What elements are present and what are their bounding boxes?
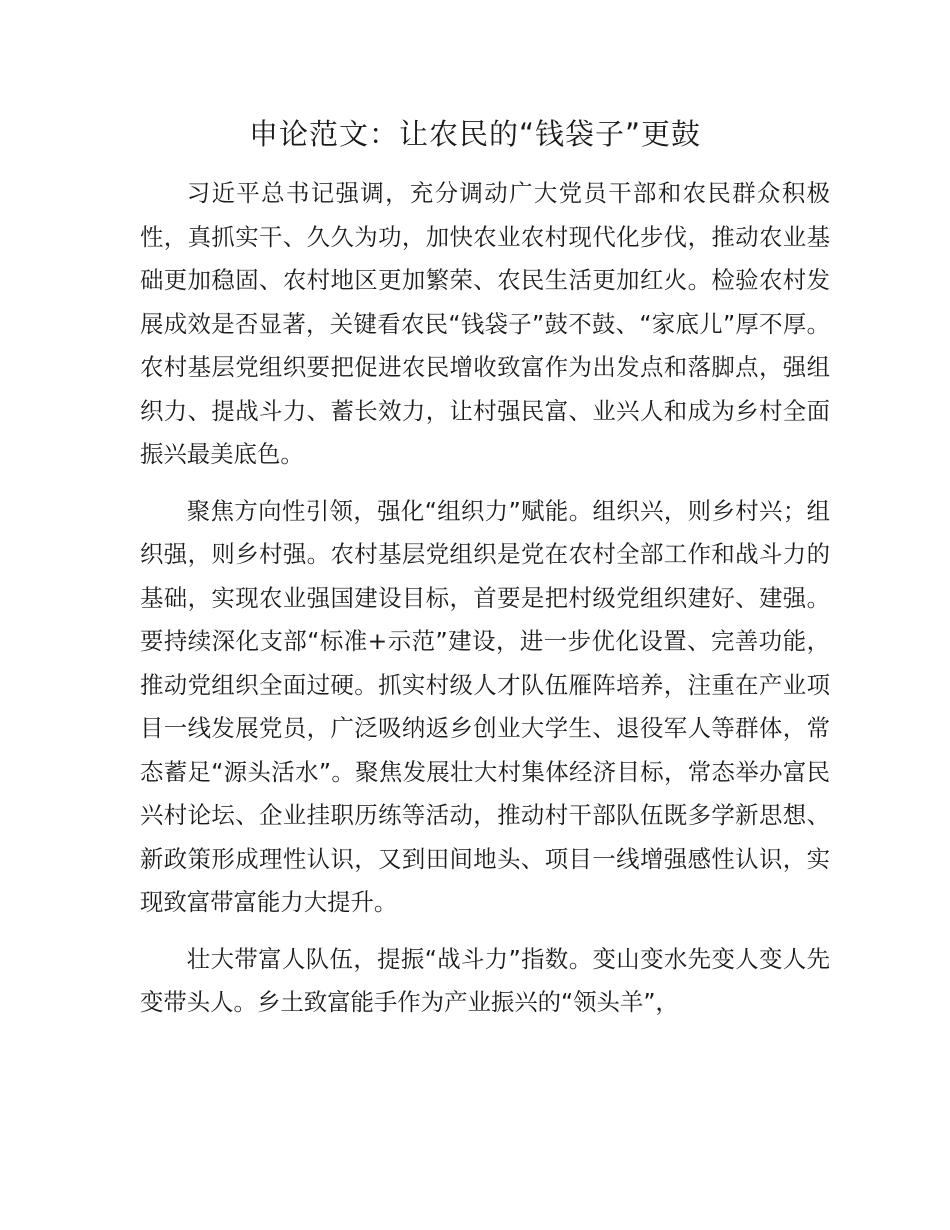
paragraph-organization: 聚焦方向性引领，强化“组织力”赋能。组织兴，则乡村兴；组织强，则乡村强。农村基层党组织是党在农村全部工作和战斗力的基础，实现农业强国建设目标，首要是把村级党组织建好、建强。要持续深化支部“标准+示范”建设，进一步优化设置、完善功能，推动党组织全面过硬。抓实村级人才队伍雁阵培养，注重在产业项目一线发展党员，广泛吸纳返乡创业大学生、退役军人等群体，常态蓄足“源头活水”。聚焦发展壮大村集体经济目标，常态举办富民兴村论坛、企业挂职历练等活动，推动村干部队伍既多学新思想、新政策形成理性认识，又到田间地头、项目一线增强感性认识，实现致富带富能力大提升。	[140, 496, 830, 916]
document-body	[140, 172, 830, 1038]
document-title: 申论范文：让农民的“钱袋子”更鼓	[248, 117, 702, 151]
paragraph-intro: 习近平总书记强调，充分调动广大党员干部和农民群众积极性，真抓实干、久久为功，加快农业农村现代化步伐，推动农业基础更加稳固、农村地区更加繁荣、农民生活更加红火。检验农村发展成效是否显著，关键看农民“钱袋子”鼓不鼓、“家底儿”厚不厚。农村基层党组织要把促进农民增收致富作为出发点和落脚点，强组织力、提战斗力、蓄长效力，让村强民富、业兴人和成为乡村全面振兴最美底色。	[140, 179, 830, 468]
paragraph-leaders: 壮大带富人队伍，提振“战斗力”指数。变山变水先变人变人先变带头人。乡土致富能手作为产业振兴的“领头羊”，	[140, 944, 830, 1016]
